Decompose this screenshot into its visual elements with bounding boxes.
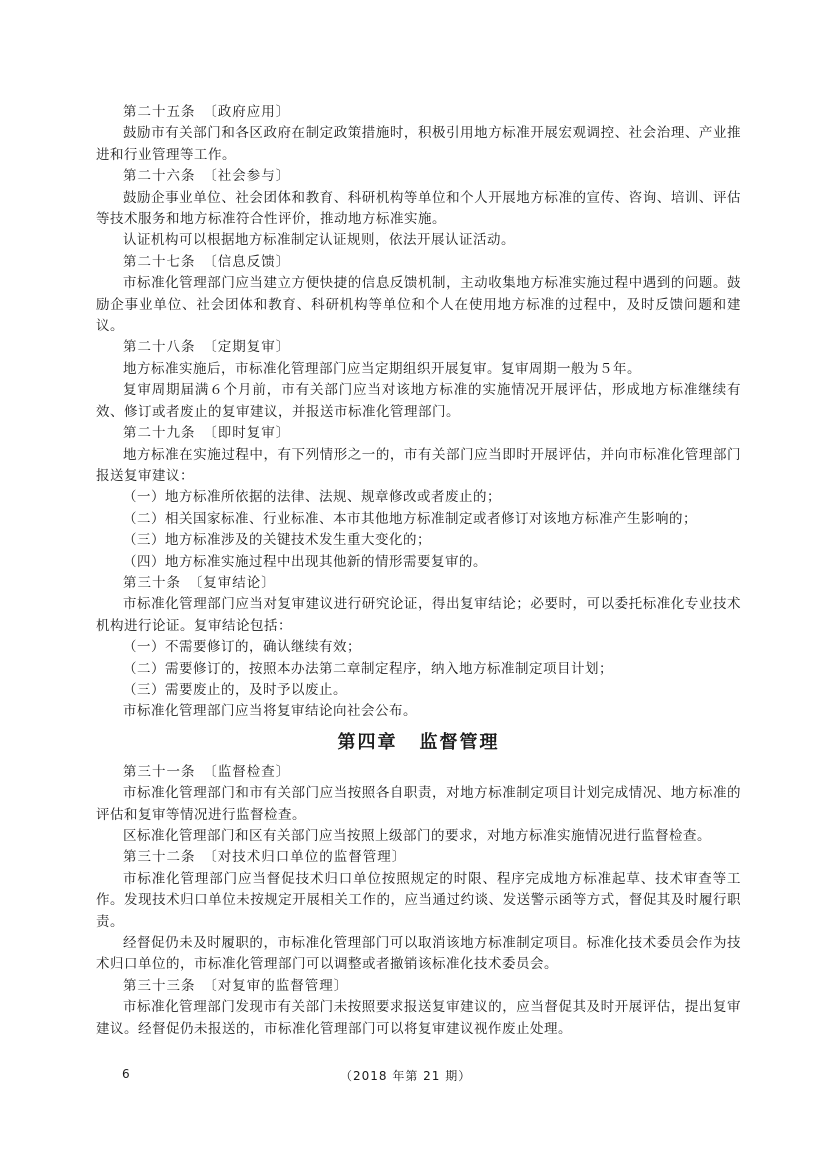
list-item: （二）需要修订的，按照本办法第二章制定程序，纳入地方标准制定项目计划； [123,660,613,677]
article-text: 认证机构可以根据地方标准制定认证规则，依法开展认证活动。 [123,232,515,249]
article-text: 鼓励企事业单位、社会团体和教育、科研机构等单位和个人开展地方标准的宣传、咨询、培训、评估等技术服务和地方标准符合性评价，推动地方标准实施。 [96,189,741,228]
article-heading: 第三十一条 〔监督检查〕 [123,763,291,780]
list-item: （一）不需要修订的，确认继续有效； [123,639,361,656]
article-text: 经督促仍未及时履职的，市标准化管理部门可以取消该地方标准制定项目。标准化技术委员会作为技术归口单位的，市标准化管理部门可以调整或者撤销该标准化技术委员会。 [96,935,741,973]
article-heading: 第二十七条 〔信息反馈〕 [123,253,291,270]
article-text: 复审周期届满６个月前，市有关部门应当对该地方标准的实施情况开展评估，形成地方标准继续有效、修订或者废止的复审建议，并报送市标准化管理部门。 [96,382,741,420]
page-body [96,102,741,1040]
chapter-number: 第四章 [337,731,398,753]
issue-label: （2018 年第 21 期） [340,1069,472,1083]
list-item: （三）需要废止的，及时予以废止。 [123,681,347,698]
article-heading: 第二十六条 〔社会参与〕 [123,168,291,185]
article-text: 市标准化管理部门和市有关部门应当按照各自职责，对地方标准制定项目计划完成情况、地方标准的评估和复审等情况进行监督检查。 [96,785,741,823]
article-heading: 第三十二条 〔对技术归口单位的监督管理〕 [123,849,407,866]
list-item: （一）地方标准所依据的法律、法规、规章修改或者废止的； [123,489,501,506]
page-footer [0,1067,827,1087]
page-number: 6 [122,1067,130,1081]
article-text: 市标准化管理部门应当督促技术归口单位按照规定的时限、程序完成地方标准起草、技术审查等工作。发现技术归口单位未按规定开展相关工作的，应当通过约谈、发送警示函等方式，督促其及时履行职责。 [96,870,741,930]
article-heading: 第二十八条 〔定期复审〕 [123,339,291,356]
article-text: 地方标准实施后，市标准化管理部门应当定期组织开展复审。复审周期一般为５年。 [123,360,641,377]
chapter-heading [96,727,741,759]
article-text: 市标准化管理部门应当对复审建议进行研究论证，得出复审结论；必要时，可以委托标准化专业技术机构进行论证。复审结论包括： [96,596,741,634]
article-heading: 第三十三条 〔对复审的监督管理〕 [123,977,349,994]
article-text: 鼓励市有关部门和各区政府在制定政策措施时，积极引用地方标准开展宏观调控、社会治理、产业推进和行业管理等工作。 [96,125,741,163]
article-heading: 第三十条 〔复审结论〕 [123,574,276,591]
article-heading: 第二十九条 〔即时复审〕 [123,425,291,442]
article-text: 市标准化管理部门应当建立方便快捷的信息反馈机制，主动收集地方标准实施过程中遇到的问题。鼓励企事业单位、社会团体和教育、科研机构等单位和个人在使用地方标准的过程中，及时反馈问题和建议。 [96,275,741,335]
chapter-title: 监督管理 [419,731,500,753]
list-item: （二）相关国家标准、行业标准、本市其他地方标准制定或者修订对该地方标准产生影响的； [123,510,697,527]
article-text: 地方标准在实施过程中，有下列情形之一的，市有关部门应当即时开展评估，并向市标准化管理部门报送复审建议： [96,446,741,484]
article-text: 市标准化管理部门应当将复审结论向社会公布。 [123,703,417,720]
list-item: （四）地方标准实施过程中出现其他新的情形需要复审的。 [123,553,487,570]
article-text: 市标准化管理部门发现市有关部门未按照要求报送复审建议的，应当督促其及时开展评估，提出复审建议。经督促仍未报送的，市标准化管理部门可以将复审建议视作废止处理。 [96,999,741,1037]
article-heading: 第二十五条 〔政府应用〕 [123,104,291,120]
article-text: 区标准化管理部门和区有关部门应当按照上级部门的要求，对地方标准实施情况进行监督检查。 [123,828,711,844]
list-item: （三）地方标准涉及的关键技术发生重大变化的； [123,532,431,549]
